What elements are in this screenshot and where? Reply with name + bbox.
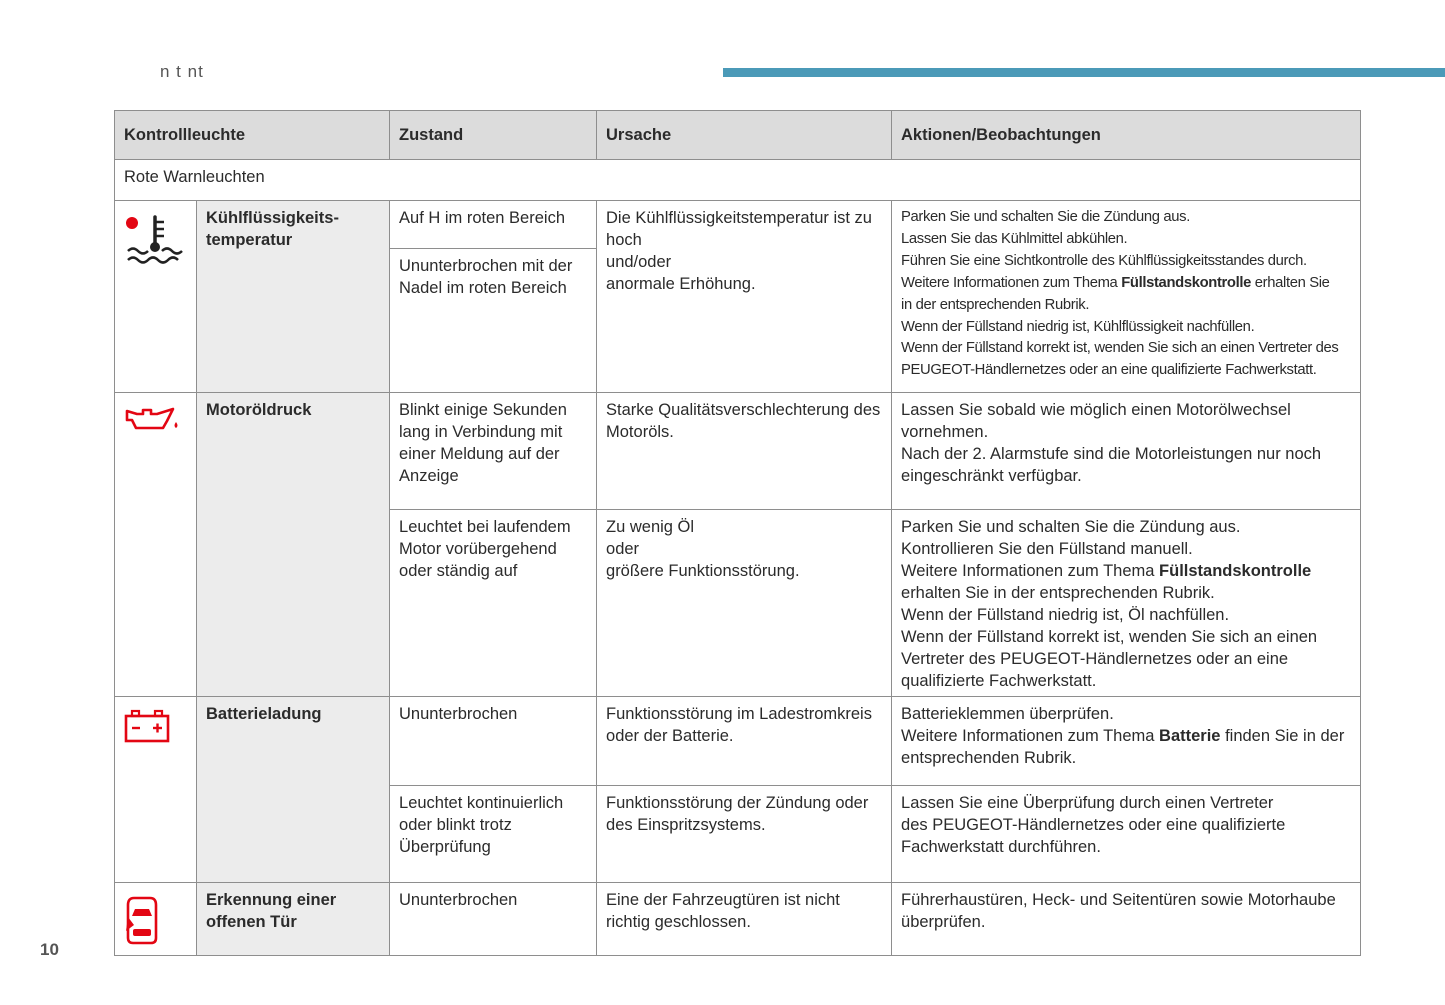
warning-lights-table	[114, 110, 1361, 956]
table-header-row	[115, 111, 1361, 160]
coolant-state-1: Auf H im roten Bereich	[390, 201, 597, 249]
oil-name: Motoröldruck	[197, 393, 390, 697]
oil-action-1: Lassen Sie sobald wie möglich einen Motorölwechsel vornehmen. Nach der 2. Alarmstufe sind die Motorleistungen nur noch eingeschränkt verfügbar.	[892, 393, 1361, 510]
battery-cause-2: Funktionsstörung der Zündung oder des Einspritzsystems.	[597, 786, 892, 883]
oil-action-2: Parken Sie und schalten Sie die Zündung aus. Kontrollieren Sie den Füllstand manuell. Weitere Informationen zum Thema Füllstandskontrolle erhalten Sie in der entsprechenden Rubrik. Wenn der Füllstand niedrig ist, Öl nachfüllen. Wenn der Füllstand korrekt ist, wenden Sie sich an einen Vertreter des PEUGEOT-Händlernetzes oder an eine qualifizierte Fachwerkstatt.	[892, 510, 1361, 697]
battery-cause-1: Funktionsstörung im Ladestromkreis oder der Batterie.	[597, 697, 892, 786]
battery-name: Batterieladung	[197, 697, 390, 883]
oil-cause-1: Starke Qualitätsverschlechterung des Motoröls.	[597, 393, 892, 510]
door-cause: Eine der Fahrzeugtüren ist nicht richtig geschlossen.	[597, 883, 892, 956]
header-accent-bar	[723, 68, 1445, 77]
open-door-icon	[124, 895, 160, 945]
oil-icon-cell	[115, 393, 197, 697]
door-icon-cell	[115, 883, 197, 956]
battery-action-1: Batterieklemmen überprüfen. Weitere Informationen zum Thema Batterie finden Sie in der entsprechenden Rubrik.	[892, 697, 1361, 786]
battery-icon-cell	[115, 697, 197, 883]
coolant-cause: Die Kühlflüssigkeitstemperatur ist zu hoch und/oder anormale Erhöhung.	[597, 201, 892, 393]
battery-action-2: Lassen Sie eine Überprüfung durch einen Vertreter des PEUGEOT-Händlernetzes oder eine qualifizierte Fachwerkstatt durchführen.	[892, 786, 1361, 883]
oil-cause-2: Zu wenig Öl oder größere Funktionsstörung.	[597, 510, 892, 697]
coolant-state-2: Ununterbrochen mit der Nadel im roten Bereich	[390, 249, 597, 393]
table-row	[115, 883, 1361, 956]
table-row	[115, 201, 1361, 249]
coolant-temperature-icon	[124, 213, 186, 273]
table-row	[115, 393, 1361, 510]
col-header-actions: Aktionen/Beobachtungen	[892, 111, 1361, 160]
coolant-icon-cell	[115, 201, 197, 393]
oil-pressure-icon	[124, 405, 182, 433]
oil-state-2: Leuchtet bei laufendem Motor vorübergehend oder ständig auf	[390, 510, 597, 697]
col-header-cause: Ursache	[597, 111, 892, 160]
col-header-warning-light: Kontrollleuchte	[115, 111, 390, 160]
battery-state-1: Ununterbrochen	[390, 697, 597, 786]
battery-state-2: Leuchtet kontinuierlich oder blinkt trotz Überprüfung	[390, 786, 597, 883]
door-name: Erkennung einer offenen Tür	[197, 883, 390, 956]
section-label: Rote Warnleuchten	[115, 160, 1361, 201]
col-header-state: Zustand	[390, 111, 597, 160]
page-number: 10	[40, 940, 59, 959]
coolant-name: Kühlflüssigkeits- temperatur	[197, 201, 390, 393]
door-state: Ununterbrochen	[390, 883, 597, 956]
table-row	[115, 697, 1361, 786]
door-action: Führerhaustüren, Heck- und Seitentüren sowie Motorhaube überprüfen.	[892, 883, 1361, 956]
battery-icon	[124, 709, 170, 743]
running-title: n t nt	[160, 62, 204, 81]
coolant-action: Parken Sie und schalten Sie die Zündung aus. Lassen Sie das Kühlmittel abkühlen. Führen Sie eine Sichtkontrolle des Kühlflüssigkeitsstandes durch. Weitere Informationen zum Thema Füllstandskontrolle erhalten Sie in der entsprechenden Rubrik. Wenn der Füllstand niedrig ist, Kühlflüssigkeit nachfüllen. Wenn der Füllstand korrekt ist, wenden Sie sich an einen Vertreter des PEUGEOT-Händlernetzes oder an eine qualifizierte Fachwerkstatt.	[892, 201, 1361, 393]
oil-state-1: Blinkt einige Sekunden lang in Verbindung mit einer Meldung auf der Anzeige	[390, 393, 597, 510]
section-row	[115, 160, 1361, 201]
